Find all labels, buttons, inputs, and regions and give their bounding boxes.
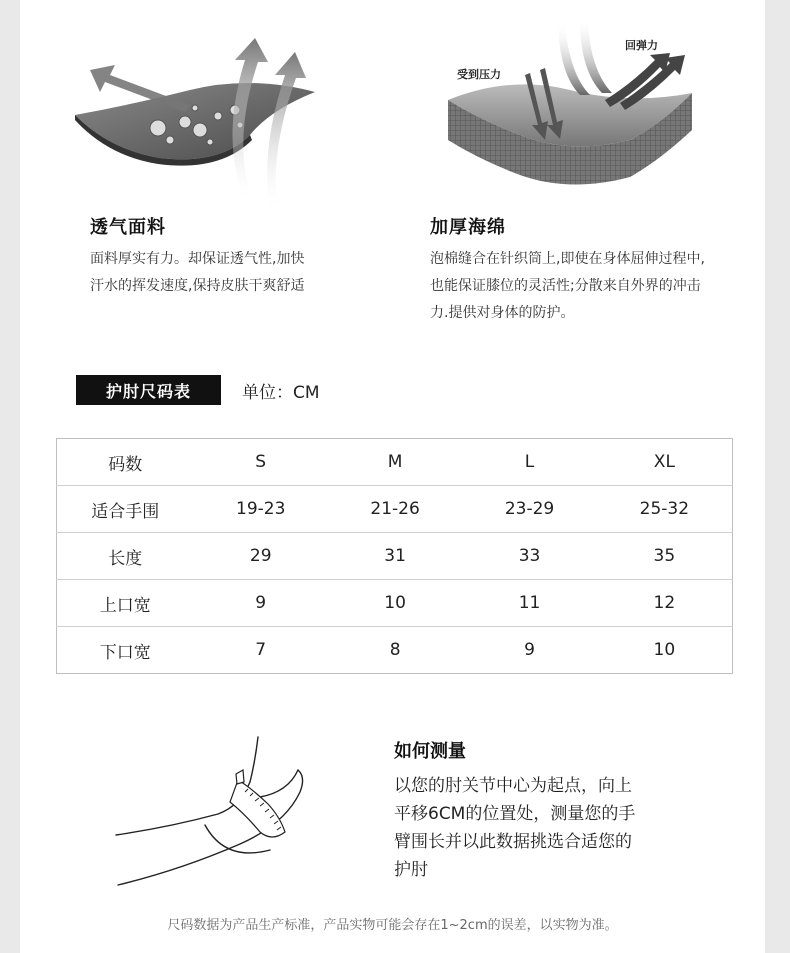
size-disclaimer: 尺码数据为产品生产标准，产品实物可能会存在1~2cm的误差，以实物为准。 [167,918,618,933]
breathable-fabric-illustration [70,30,330,215]
table-cell: 19-23 [194,486,328,533]
table-cell: 9 [194,580,328,627]
feature-breathable-title: 透气面料 [90,217,166,238]
table-cell: 11 [462,580,596,627]
arm-measure-illustration [110,732,310,892]
how-to-measure-title: 如何测量 [394,741,466,762]
table-cell: 31 [328,533,462,580]
table-cell: 适合手围 [57,486,194,533]
table-cell: 29 [194,533,328,580]
table-cell: XL [597,439,733,486]
feature-breathable-desc: 面料厚实有力。却保证透气性,加快 汗水的挥发速度,保持皮肤干爽舒适 [90,251,305,294]
how-to-measure-desc: 以您的肘关节中心为起点，向上 平移6CM的位置处，测量您的手 臂围长并以此数据挑选合适您的 护肘 [394,776,636,880]
table-row [57,533,733,580]
table-cell: M [328,439,462,486]
thick-sponge-illustration [430,15,700,200]
table-cell: 码数 [57,439,194,486]
table-cell: 12 [597,580,733,627]
table-row [57,627,733,674]
table-cell: 35 [597,533,733,580]
feature-sponge-title: 加厚海绵 [430,217,506,238]
pressure-label: 受到压力 [457,68,501,81]
table-cell: 10 [653,640,676,660]
table-cell: 7 [255,640,267,660]
table-cell: 上口宽 [57,580,194,627]
table-cell: 23-29 [462,486,596,533]
size-table [56,438,733,674]
table-cell: 33 [462,533,596,580]
product-detail-page [20,0,765,953]
rebound-label: 回弹力 [625,39,658,52]
table-cell: 下口宽 [99,642,151,663]
table-cell: 9 [524,640,535,660]
table-cell: 长度 [57,533,194,580]
table-row [57,580,733,627]
table-cell: 21-26 [328,486,462,533]
size-chart-unit: 单位：CM [242,383,320,403]
table-cell: L [462,439,596,486]
table-cell: 25-32 [597,486,733,533]
table-cell: 10 [328,580,462,627]
feature-sponge-desc: 泡棉缝合在针织筒上,即使在身体屈伸过程中, 也能保证膝位的灵活性;分散来自外界的冲击 力.提供对身体的防护。 [430,251,705,321]
size-chart-title: 护肘尺码表 [76,375,221,405]
table-cell: 8 [389,640,401,660]
table-header-row [57,439,733,486]
table-cell: S [194,439,328,486]
table-row [57,486,733,533]
